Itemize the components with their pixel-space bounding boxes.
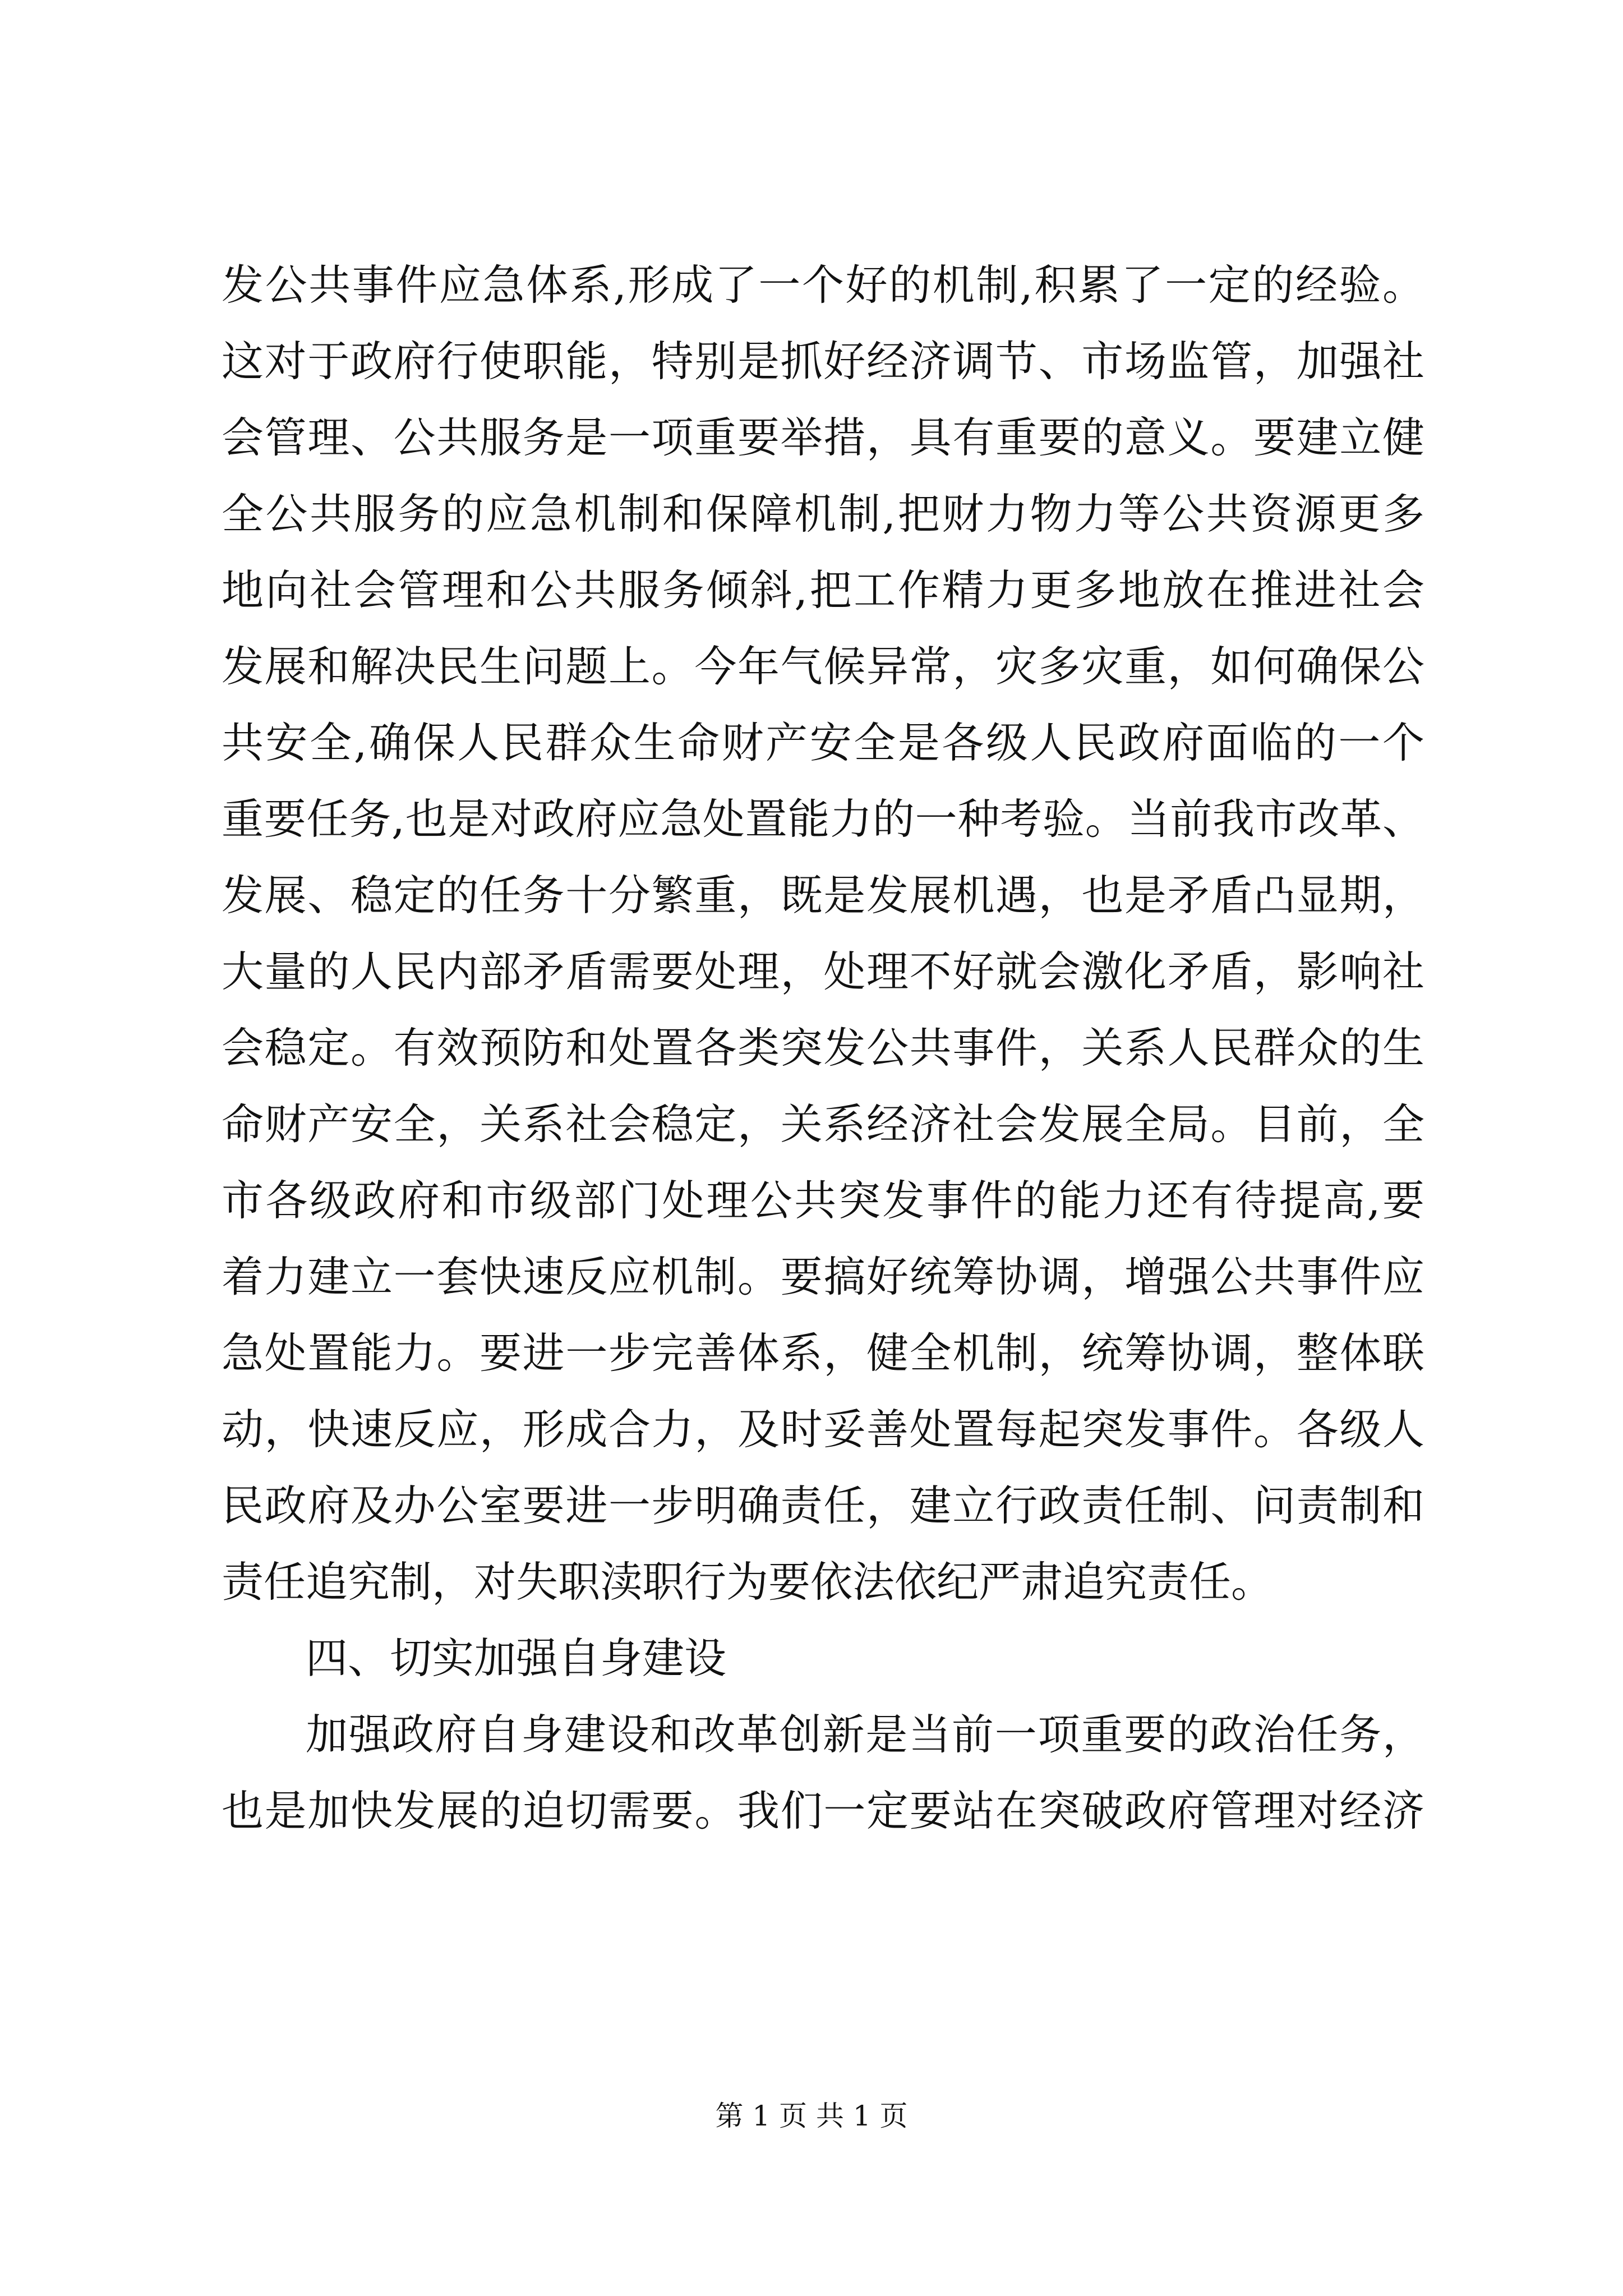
text-line: 急处置能力。要进一步完善体系，健全机制，统筹协调，整体联 — [222, 1328, 1424, 1378]
page-number-footer: 第 1 页 共 1 页 — [715, 2100, 908, 2132]
text-line: 动，快速反应，形成合力，及时妥善处置每起突发事件。各级人 — [222, 1405, 1424, 1454]
text-line: 市各级政府和市级部门处理公共突发事件的能力还有待提高,要 — [222, 1176, 1424, 1225]
text-line: 大量的人民内部矛盾需要处理，处理不好就会激化矛盾，影响社 — [222, 947, 1424, 996]
text-line: 地向社会管理和公共服务倾斜,把工作精力更多地放在推进社会 — [222, 565, 1424, 615]
document-body — [222, 247, 1424, 1849]
text-line: 发公共事件应急体系,形成了一个好的机制,积累了一定的经验。 — [222, 260, 1424, 310]
text-line: 发展和解决民生问题上。今年气候异常，灾多灾重，如何确保公 — [222, 642, 1424, 691]
text-line: 加强政府自身建设和改革创新是当前一项重要的政治任务， — [306, 1710, 1424, 1759]
text-line: 全公共服务的应急机制和保障机制,把财力物力等公共资源更多 — [222, 489, 1424, 539]
text-line: 命财产安全，关系社会稳定，关系经济社会发展全局。目前，全 — [222, 1099, 1424, 1149]
text-line: 发展、稳定的任务十分繁重，既是发展机遇，也是矛盾凸显期， — [222, 871, 1424, 920]
text-line: 也是加快发展的迫切需要。我们一定要站在突破政府管理对经济 — [222, 1786, 1424, 1835]
text-line: 重要任务,也是对政府应急处置能力的一种考验。当前我市改革、 — [222, 794, 1424, 844]
text-line: 责任追究制，对失职渎职行为要依法依纪严肃追究责任。 — [222, 1557, 1274, 1607]
text-line: 共安全,确保人民群众生命财产安全是各级人民政府面临的一个 — [222, 718, 1424, 767]
section-heading: 四、切实加强自身建设 — [306, 1634, 727, 1683]
text-line: 这对于政府行使职能，特别是抓好经济调节、市场监管，加强社 — [222, 337, 1424, 386]
text-line: 民政府及办公室要进一步明确责任，建立行政责任制、问责制和 — [222, 1481, 1424, 1530]
text-line: 会稳定。有效预防和处置各类突发公共事件，关系人民群众的生 — [222, 1023, 1424, 1073]
text-line: 着力建立一套快速反应机制。要搞好统筹协调，增强公共事件应 — [222, 1252, 1424, 1301]
text-line: 会管理、公共服务是一项重要举措，具有重要的意义。要建立健 — [222, 413, 1424, 462]
